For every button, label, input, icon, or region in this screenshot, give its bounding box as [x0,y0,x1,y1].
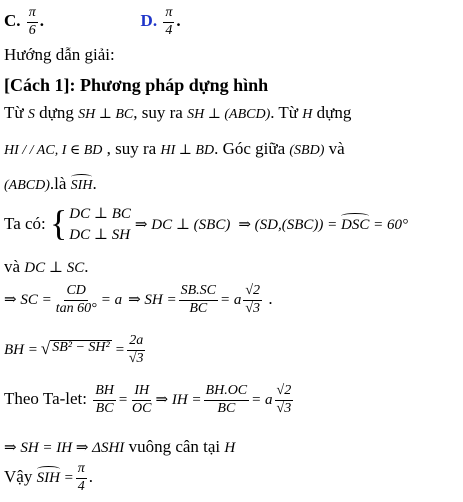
option-c-fraction [27,6,38,38]
text: . [88,467,94,487]
math: ⇒ SC = [4,292,52,309]
denominator: OC [132,400,152,416]
paragraph-2 [4,140,345,158]
math: S [27,107,35,122]
text: Từ [4,103,28,122]
text: . [92,174,97,193]
math: = 60° [369,216,408,233]
paragraph-5 [4,258,89,276]
math: SH ⊥ BC [78,107,134,122]
numerator: SB.SC [179,284,218,301]
paragraph-9 [4,438,235,456]
numerator: π [76,462,87,479]
option-c-label: C. [4,11,21,31]
fraction [127,334,146,366]
fraction [76,462,87,494]
numerator: IH [132,384,151,401]
denominator: √3 [276,400,292,416]
option-c-dot: . [39,11,45,31]
math: H [224,440,236,456]
radical-sign: √ [40,339,51,359]
text: Theo Ta-let: [4,389,92,409]
answer-options [4,6,181,38]
denominator: tan 60° [55,300,97,316]
numerator: BH [93,384,116,401]
fraction [93,384,116,416]
numerator: CD [64,284,87,301]
text: . [84,257,89,276]
math: (ABCD) [4,178,50,193]
paragraph-8 [4,384,295,416]
angle-sih: SIH [36,470,60,487]
denominator: √3 [245,300,261,316]
paragraph-10 [4,462,93,494]
method-title: [Cách 1]: Phương pháp dựng hình [4,75,269,95]
math: (SBD) [289,143,325,158]
paragraph-4 [4,204,408,246]
math: SH ⊥ (ABCD) [187,107,271,122]
option-d-fraction [163,6,174,38]
math: ⇒ IH = [155,392,202,409]
option-d-num: π [163,6,174,23]
math: DC ⊥ SC [24,260,85,276]
math: ⇒ DC ⊥ (SBC) [134,216,231,233]
math: HI ⊥ BD [160,143,215,158]
fraction [179,284,218,316]
text: dựng [312,103,352,122]
option-c-num: π [27,6,38,23]
text: .là [49,174,71,193]
math: = a [251,392,273,409]
option-d-den: 4 [165,22,173,38]
option-d-label: D. [140,11,158,31]
system-brace: { [50,203,68,243]
numerator: BH.OC [204,384,250,401]
text: . [264,289,273,309]
angle-sih: SIH [70,178,93,193]
math: = [117,392,129,409]
text: dựng [34,103,79,122]
math: ⇒ (SD,(SBC)) = [238,216,342,233]
fraction [204,384,250,416]
option-d-dot: . [176,11,181,31]
math: HI / / AC, I ∈ BD [4,143,103,158]
system-row-2: DC ⊥ SH [69,227,131,243]
math: ⇒ SH = [128,292,177,309]
text: và [324,139,345,158]
paragraph-3 [4,175,97,193]
math: BH = [4,342,38,359]
text: Vậy [4,467,37,487]
angle-dsc: DSC [341,216,370,233]
numerator: √2 [275,384,294,401]
math: H [302,107,313,122]
math: = a [100,292,123,309]
fraction [243,284,262,316]
text: . Góc giữa [214,139,290,158]
math: = [114,342,125,359]
system-row-1: DC ⊥ BC [69,206,131,222]
math: = a [220,292,242,309]
math: ⇒ SH = IH ⇒ ΔSHI [4,440,125,456]
radicand: SB² − SH² [52,340,110,356]
math: = [59,470,74,487]
text: , suy ra [102,139,161,158]
text: Ta có: [4,213,51,233]
text: và [4,257,25,276]
fraction [54,284,99,316]
denominator: √3 [128,350,144,366]
denominator: BC [95,400,114,416]
numerator: √2 [243,284,262,301]
paragraph-1 [4,104,351,122]
denominator: 4 [77,478,85,494]
numerator: 2a [127,334,145,351]
fraction [275,384,294,416]
equation-system [69,204,131,246]
denominator: BC [189,300,208,316]
paragraph-7 [4,334,148,366]
text: vuông cân tại [124,437,225,456]
denominator: BC [217,400,236,416]
fraction [130,384,153,416]
text: , suy ra [133,103,188,122]
paragraph-6 [4,284,273,316]
text: . Từ [270,103,303,122]
guide-title: Hướng dẫn giải: [4,45,115,64]
option-c-den: 6 [28,22,36,38]
sqrt [41,340,112,357]
